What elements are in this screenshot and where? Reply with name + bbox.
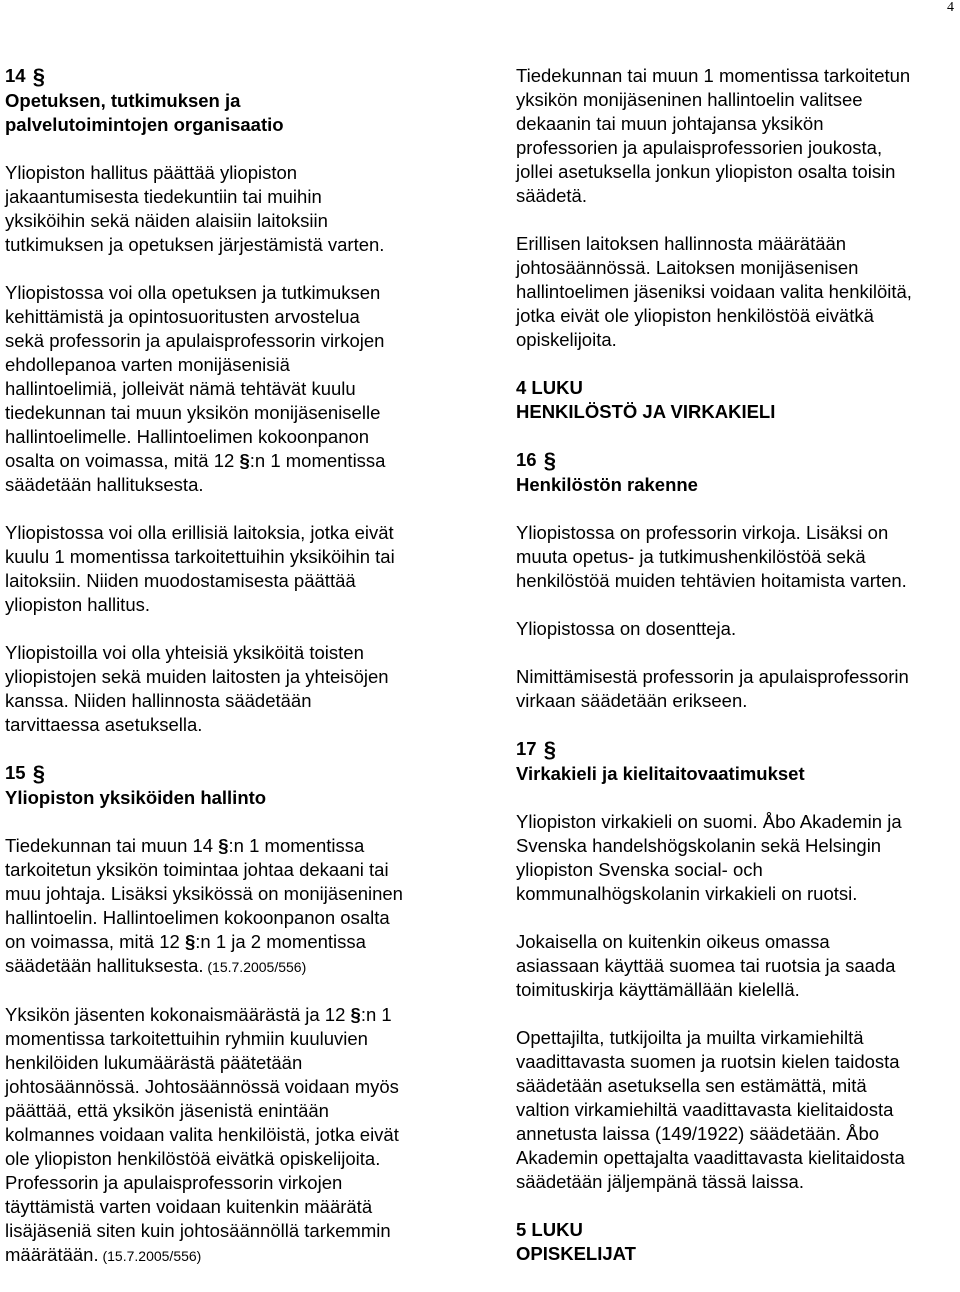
left-column [5,64,465,1292]
paragraph: Yliopiston hallitus päättää yliopiston jakaantumisesta tiedekuntiin tai muihin yksiköihin sekä näiden alaisiin laitoksiin tutkimuksen ja opetuksen järjestämistä varten. [5,162,385,255]
paragraph: Yliopistoilla voi olla yhteisiä yksiköitä toisten yliopistojen sekä muiden laitosten ja yhteisöjen kanssa. Niiden hallinnosta säädetään tarvittaessa asetuksella. [5,642,389,735]
paragraph: Jokaisella on kuitenkin oikeus omassa asiassaan käyttää suomea tai ruotsia ja saada toimituskirja käyttämällään kielellä. [516,931,896,1000]
chapter-4-heading [516,376,960,424]
section-sign-icon: § [350,1004,361,1025]
page-number: 4 [947,0,954,15]
section-15-heading [5,761,465,810]
section-title: Henkilöstön rakenne [516,474,698,495]
section-sign-icon: § [239,450,250,471]
chapter-number: 4 LUKU [516,377,583,398]
amendment-reference: (15.7.2005/556) [98,1248,202,1264]
section-sign-icon: § [184,931,196,952]
paragraph: Erillisen laitoksen hallinnosta määrätään johtosäännössä. Laitoksen monijäsenisen hallintoelimen jäseniksi voidaan valita henkilöitä, jotka eivät ole yliopiston henkilöstöä eivätkä opiskelijoita. [516,233,912,350]
paragraph: Yliopistossa voi olla erillisiä laitoksia, jotka eivät kuulu 1 momentissa tarkoitettuihin yksiköihin tai laitoksiin. Niiden muodostamisesta päättää yliopiston hallitus. [5,522,395,615]
chapter-title: HENKILÖSTÖ JA VIRKAKIELI [516,401,776,422]
section-17-heading [516,737,960,786]
section-title: palvelutoimintojen organisaatio [5,114,284,135]
paragraph: Yksikön jäsenten kokonaismäärästä ja 12 §:n 1 momentissa tarkoitettuihin ryhmiin kuuluvien henkilöiden lukumäärästä päätetään johtosäännössä. Johtosäännössä voidaan myös päättää, että yksikön jäsenistä enintään kolmannes voidaan valita henkilöistä, jotka eivät ole yliopiston henkilöstöä eivätkä opiskelijoita. Professorin ja apulaisprofessorin virkojen täyttämistä varten voidaan kuitenkin määrätä lisäjäseniä siten kuin johtosäännöllä tarkemmin määrätään. (15.7.2005/556) [5,1004,399,1265]
section-number: 14 § [5,64,45,89]
chapter-title: OPISKELIJAT [516,1243,636,1264]
section-number: 16 § [516,448,556,473]
section-title: Yliopiston yksiköiden hallinto [5,787,267,808]
section-sign-icon: § [32,761,45,786]
section-sign-icon: § [543,448,556,473]
paragraph: Yliopiston virkakieli on suomi. Åbo Akademin ja Svenska handelshögskolanin sekä Helsingin yliopiston Svenska social- och kommunalhögskolanin virkakieli on ruotsi. [516,811,902,904]
amendment-reference: (15.7.2005/556) [203,959,307,975]
right-column [516,64,960,1290]
paragraph: Tiedekunnan tai muun 14 §:n 1 momentissa tarkoitetun yksikön toimintaa johtaa dekaani tai muu johtaja. Lisäksi yksikössä on monijäseninen hallintoelin. Hallintoelimen kokoonpanon osalta on voimassa, mitä 12 §:n 1 ja 2 momentissa säädetään hallituksesta. (15.7.2005/556) [5,835,403,976]
section-number: 15 § [5,761,45,786]
section-title: Virkakieli ja kielitaitovaatimukset [516,763,805,784]
paragraph: Yliopistossa on dosentteja. [516,618,737,639]
paragraph: Yliopistossa on professorin virkoja. Lisäksi on muuta opetus- ja tutkimushenkilöstöä sekä henkilöstöä muiden tehtävien hoitamista varten. [516,522,907,591]
paragraph: Tiedekunnan tai muun 1 momentissa tarkoitetun yksikön monijäseninen hallintoelin valitsee dekaanin tai muun johtajansa yksikön professorien ja apulaisprofessorien joukosta, jollei asetuksella jonkun yliopiston osalta toisin säädetä. [516,65,911,206]
paragraph: Opettajilta, tutkijoilta ja muilta virkamiehiltä vaadittavasta suomen ja ruotsin kielen taidosta säädetään asetuksella sen estämättä, mitä valtion virkamiehiltä vaadittavasta kielitaidosta annetusta laissa (149/1922) säädetään. Åbo Akademin opettajalta vaadittavasta kielitaidosta säädetään jäljempänä tässä laissa. [516,1027,905,1192]
section-14-heading [5,64,465,137]
chapter-number: 5 LUKU [516,1219,583,1240]
section-number: 17 § [516,737,556,762]
section-sign-icon: § [543,737,556,762]
section-sign-icon: § [218,835,229,856]
chapter-5-heading [516,1218,960,1266]
paragraph: Nimittämisestä professorin ja apulaisprofessorin virkaan säädetään erikseen. [516,666,909,711]
section-title: Opetuksen, tutkimuksen ja [5,90,241,111]
section-16-heading [516,448,960,497]
paragraph: Yliopistossa voi olla opetuksen ja tutkimuksen kehittämistä ja opintosuoritusten arvostelua sekä professorin ja apulaisprofessorin virkojen ehdollepanoa varten monijäsenisiä hallintoelimiä, jolleivät nämä tehtävät kuulu tiedekunnan tai muun yksikön monijäseniselle hallintoelimelle. Hallintoelimen kokoonpanon osalta on voimassa, mitä 12 §:n 1 momentissa säädetään hallituksesta. [5,282,386,495]
section-sign-icon: § [32,64,45,89]
